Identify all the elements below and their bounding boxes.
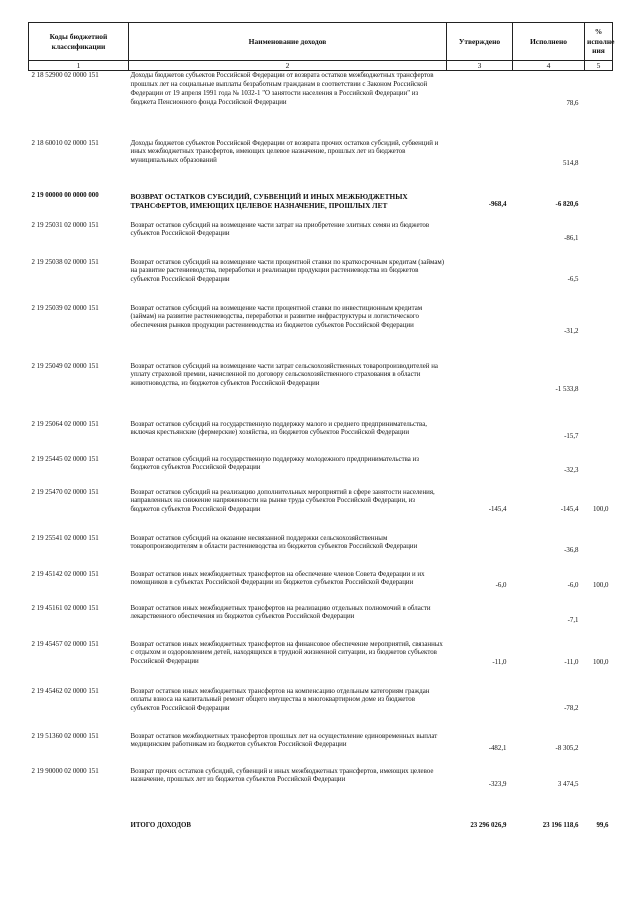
row-code: 2 19 45161 02 0000 151 <box>31 604 99 612</box>
row-approved <box>447 604 513 640</box>
row-percent <box>585 71 613 139</box>
table-row <box>29 139 613 191</box>
row-approved <box>447 534 513 570</box>
row-name: Возврат остатков субсидий на возмещение части процентной ставки по инвестиционным кредитам (займам) на развитие растениеводства, переработки и развитие инфраструктуры и логистического обеспечения рынков продукции растениеводства из бюджетов субъектов Российской Федерации <box>130 304 423 330</box>
table-row <box>29 420 613 455</box>
row-approved <box>447 362 513 420</box>
row-approved <box>447 71 513 139</box>
row-approved: -482,1 <box>488 744 507 752</box>
budget-revenue-table <box>28 22 613 849</box>
row-name: Возврат остатков субсидий на реализацию дополнительных мероприятий в сфере занятости населения, направленных на снижение напряженности на рынке труда субъектов Российской Федерации, из бюджетов субъектов Российской Федерации <box>130 488 435 514</box>
table-row <box>29 258 613 304</box>
row-approved: -323,9 <box>488 781 507 789</box>
row-name: Возврат остатков субсидий на возмещение части процентной ставки по краткосрочным кредитам (займам) на развитие растениеводства, переработки и реализации продукции растениеводства из бюджетов субъектов Российской Федерации <box>130 258 445 284</box>
row-code: 2 19 25049 02 0000 151 <box>31 362 99 370</box>
table-row <box>29 304 613 362</box>
row-percent <box>585 455 613 488</box>
row-code: 2 19 25038 02 0000 151 <box>31 258 99 266</box>
row-percent: 100,0 <box>592 658 609 666</box>
row-name: Возврат остатков иных межбюджетных трансфертов на реализацию отдельных полномочий в области лекарственного обеспечения из бюджетов субъектов Российской Федерации <box>130 604 431 621</box>
row-name: Возврат остатков субсидий на государственную поддержку малого и среднего предпринимательства, включая крестьянские (фермерские) хозяйства, из бюджетов субъектов Российской Федерации <box>130 420 427 437</box>
row-approved <box>447 420 513 455</box>
row-executed: -8 305,2 <box>555 744 579 752</box>
row-name: Доходы бюджетов субъектов Российской Федерации от возврата остатков межбюджетных трансфертов прошлых лет на социальные выплаты безработным гражданам в соответствии с Законом Российской Федерации от 19 апреля 1991 года № 1032-1 "О занятости населения в Российской Федерации" из бюджета Пенсионного фонда Российской Федерации <box>130 72 434 106</box>
row-approved <box>447 258 513 304</box>
row-code: 2 19 25445 02 0000 151 <box>31 455 99 463</box>
row-executed: 514,8 <box>562 160 579 168</box>
row-approved: -11,0 <box>492 658 507 666</box>
row-code: 2 19 51360 02 0000 151 <box>31 732 99 740</box>
row-executed: -31,2 <box>564 328 579 336</box>
row-percent <box>585 258 613 304</box>
total-row <box>29 805 613 849</box>
row-code: 2 19 90000 02 0000 151 <box>31 767 99 775</box>
header-revenue-name: Наименование доходов <box>129 23 447 61</box>
row-executed: -36,8 <box>564 547 579 555</box>
row-code: 2 18 60010 02 0000 151 <box>31 139 99 147</box>
row-name: Возврат остатков иных межбюджетных трансфертов на обеспечение членов Совета Федерации и их помощников в субъектах Российской Федерации из бюджетов субъектов Российской Федерации <box>130 570 425 587</box>
table-header-row <box>29 23 613 61</box>
table-row <box>29 640 613 687</box>
total-percent: 99,6 <box>596 822 609 830</box>
row-name: Доходы бюджетов субъектов Российской Федерации от возврата прочих остатков субсидий, субвенций и иных межбюджетных трансфертов, имеющих целевое назначение, прошлых лет из бюджетов муниципальных образований <box>130 139 439 165</box>
row-approved: -6,0 <box>495 582 507 590</box>
row-code: 2 18 52900 02 0000 151 <box>31 72 99 79</box>
row-percent <box>585 362 613 420</box>
row-approved: -968,4 <box>488 201 507 209</box>
table-row <box>29 687 613 732</box>
col-number-1: 1 <box>29 61 129 71</box>
row-code: 2 19 25039 02 0000 151 <box>31 304 99 312</box>
row-code: 2 19 45462 02 0000 151 <box>31 687 99 695</box>
row-percent <box>585 139 613 191</box>
row-executed: -6,0 <box>567 582 579 590</box>
row-percent <box>585 191 613 221</box>
row-executed: -15,7 <box>564 432 579 440</box>
table-row <box>29 732 613 767</box>
row-name: Возврат остатков субсидий на оказание несвязанной поддержки сельскохозяйственным товаропроизводителям в области растениеводства из бюджетов субъектов Российской Федерации <box>130 534 418 551</box>
row-executed: -6 820,6 <box>555 201 579 209</box>
row-name: Возврат остатков субсидий на возмещение части затрат сельскохозяйственных товаропроизводителей на уплату страховой премии, начисленной по договору сельскохозяйственного страхования в области животноводства, из бюджетов субъектов Российской Федерации <box>130 362 438 388</box>
row-percent: 100,0 <box>592 582 609 590</box>
row-percent <box>585 604 613 640</box>
row-name: Возврат остатков субсидий на возмещение части затрат на приобретение элитных семян из бюджетов субъектов Российской Федерации <box>130 221 430 238</box>
row-percent <box>585 420 613 455</box>
table-row <box>29 221 613 258</box>
header-approved: Утверждено <box>447 23 513 61</box>
row-name: Возврат прочих остатков субсидий, субвенций и иных межбюджетных трансфертов, имеющих целевое назначение, прошлых лет из бюджетов субъектов Российской Федерации <box>130 767 434 784</box>
row-executed: -86,1 <box>564 234 579 242</box>
total-label: ИТОГО ДОХОДОВ <box>130 822 191 830</box>
row-executed: -11,0 <box>564 658 579 666</box>
table-row <box>29 71 613 139</box>
row-executed: -32,3 <box>564 466 579 474</box>
total-approved: 23 296 026,9 <box>470 822 507 830</box>
row-approved <box>447 687 513 732</box>
row-percent: 100,0 <box>592 506 609 514</box>
row-code: 2 19 25064 02 0000 151 <box>31 420 99 428</box>
table-row <box>29 488 613 534</box>
row-approved <box>447 455 513 488</box>
col-number-2: 2 <box>129 61 447 71</box>
row-percent <box>585 687 613 732</box>
row-name: Возврат остатков субсидий на государственную поддержку молодежного предпринимательства из бюджетов субъектов Российской Федерации <box>130 455 419 472</box>
row-percent <box>585 304 613 362</box>
row-executed: 78,6 <box>566 100 579 108</box>
row-executed: -145,4 <box>560 506 579 514</box>
row-code: 2 19 45457 02 0000 151 <box>31 640 99 648</box>
header-percent: % исполне ния <box>585 23 613 61</box>
row-name: Возврат остатков иных межбюджетных трансфертов на финансовое обеспечение мероприятий, связанных с отдыхом и оздоровлением детей, находящихся в трудной жизненной ситуации, из бюджетов субъектов Российской Федерации <box>130 640 443 666</box>
col-number-3: 3 <box>447 61 513 71</box>
table-row <box>29 455 613 488</box>
table-row <box>29 604 613 640</box>
row-approved <box>447 139 513 191</box>
row-approved <box>447 304 513 362</box>
col-number-4: 4 <box>513 61 585 71</box>
row-approved: -145,4 <box>488 506 507 514</box>
row-name: Возврат остатков межбюджетных трансфертов прошлых лет на осуществление единовременных выплат медицинским работникам из бюджетов субъектов Российской Федерации <box>130 732 438 749</box>
row-executed: -6,5 <box>567 276 579 284</box>
row-code: 2 19 25541 02 0000 151 <box>31 534 99 542</box>
table-row-section <box>29 191 613 221</box>
row-name: ВОЗВРАТ ОСТАТКОВ СУБСИДИЙ, СУБВЕНЦИЙ И ИНЫХ МЕЖБЮДЖЕТНЫХ ТРАНСФЕРТОВ, ИМЕЮЩИХ ЦЕЛЕВОЕ НАЗНАЧЕНИЕ, ПРОШЛЫХ ЛЕТ <box>130 191 408 210</box>
column-number-row <box>29 61 613 71</box>
row-percent <box>585 767 613 805</box>
row-executed: -78,2 <box>564 704 579 712</box>
row-executed: -7,1 <box>567 617 579 625</box>
row-code: 2 19 25470 02 0000 151 <box>31 488 99 496</box>
table-row <box>29 534 613 570</box>
row-code: 2 19 45142 02 0000 151 <box>31 570 99 578</box>
row-percent <box>585 221 613 258</box>
table-row <box>29 767 613 805</box>
row-approved <box>447 221 513 258</box>
col-number-5: 5 <box>585 61 613 71</box>
header-codes: Коды бюджетной классификации <box>29 23 129 61</box>
row-executed: -1 533,8 <box>555 386 579 394</box>
row-name: Возврат остатков иных межбюджетных трансфертов на компенсацию отдельным категориям граждан оплаты взноса на капитальный ремонт общего имущества в многоквартирном доме из бюджетов субъектов Российской Федерации <box>130 687 430 713</box>
header-executed: Исполнено <box>513 23 585 61</box>
table-row <box>29 362 613 420</box>
total-executed: 23 196 118,6 <box>542 822 579 830</box>
row-executed: 3 474,5 <box>557 781 579 789</box>
row-percent <box>585 534 613 570</box>
row-code: 2 19 25031 02 0000 151 <box>31 221 99 229</box>
row-percent <box>585 732 613 767</box>
table-row <box>29 570 613 604</box>
row-code: 2 19 00000 00 0000 000 <box>31 191 99 199</box>
